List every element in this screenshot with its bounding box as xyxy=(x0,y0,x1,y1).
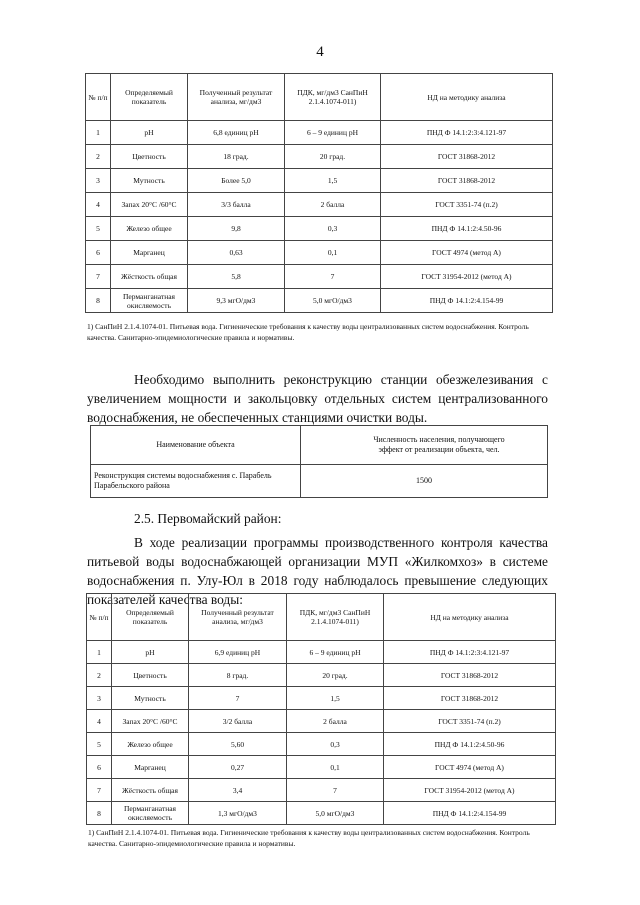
pdk-cell: 7 xyxy=(285,265,381,289)
parameter-cell: Мутность xyxy=(112,687,189,710)
row-number-cell: 2 xyxy=(87,664,112,687)
pdk-cell: 1,5 xyxy=(285,169,381,193)
method-cell: ПНД Ф 14.1:2:3:4.121-97 xyxy=(384,641,556,664)
parameter-cell: Жёсткость общая xyxy=(112,779,189,802)
table-row xyxy=(91,465,548,498)
row-number-cell: 7 xyxy=(86,265,111,289)
method-cell: ГОСТ 4974 (метод А) xyxy=(381,241,553,265)
method-cell: ГОСТ 3351-74 (п.2) xyxy=(381,193,553,217)
table-row xyxy=(87,756,556,779)
result-cell: 3/3 балла xyxy=(188,193,285,217)
result-cell: 9,3 мгО/дм3 xyxy=(188,289,285,313)
table-row xyxy=(86,121,553,145)
pdk-cell: 20 град. xyxy=(285,145,381,169)
parameter-cell: pH xyxy=(112,641,189,664)
parameter-cell: Перманганатная окисляемость xyxy=(111,289,188,313)
result-cell: 18 град. xyxy=(188,145,285,169)
result-cell: 9,8 xyxy=(188,217,285,241)
col-result-header: Полученный результат анализа, мг/дм3 xyxy=(189,594,287,641)
table-row xyxy=(87,664,556,687)
row-number-cell: 1 xyxy=(87,641,112,664)
table-row xyxy=(87,710,556,733)
parameter-cell: Запах 20°С /60°С xyxy=(111,193,188,217)
pdk-cell: 0,3 xyxy=(285,217,381,241)
table-2-footnote: 1) СанПиН 2.1.4.1074-01. Питьевая вода. Гигиенические требования к качеству воды централизованных систем водоснабжения. Контроль качества. Санитарно-эпидемиологические правила и нормативы. xyxy=(88,828,530,848)
row-number-cell: 2 xyxy=(86,145,111,169)
parameter-cell: Железо общее xyxy=(112,733,189,756)
table-row xyxy=(86,241,553,265)
result-cell: 0,27 xyxy=(189,756,287,779)
row-number-cell: 6 xyxy=(87,756,112,779)
row-number-cell: 6 xyxy=(86,241,111,265)
table-row xyxy=(87,802,556,825)
pdk-cell: 5,0 мгО/дм3 xyxy=(285,289,381,313)
col-param-header: Определяемый показатель xyxy=(111,74,188,121)
table-row xyxy=(87,779,556,802)
table-row xyxy=(86,169,553,193)
method-cell: ГОСТ 31954-2012 (метод А) xyxy=(384,779,556,802)
population-effect-table xyxy=(90,425,548,498)
parameter-cell: Марганец xyxy=(112,756,189,779)
table-header-row xyxy=(86,74,553,121)
col-pdk-header: ПДК, мг/дм3 СанПиН 2.1.4.1074-011) xyxy=(285,74,381,121)
table-row xyxy=(86,217,553,241)
parameter-cell: Запах 20°С /60°С xyxy=(112,710,189,733)
table-body xyxy=(86,121,553,313)
row-number-cell: 4 xyxy=(87,710,112,733)
col-param-header: Определяемый показатель xyxy=(112,594,189,641)
parameter-cell: Перманганатная окисляемость xyxy=(112,802,189,825)
method-cell: ГОСТ 3351-74 (п.2) xyxy=(384,710,556,733)
row-number-cell: 3 xyxy=(86,169,111,193)
pdk-cell: 5,0 мгО/дм3 xyxy=(287,802,384,825)
row-number-cell: 4 xyxy=(86,193,111,217)
pdk-cell: 20 град. xyxy=(287,664,384,687)
row-number-cell: 5 xyxy=(87,733,112,756)
col-method-header: НД на методику анализа xyxy=(384,594,556,641)
method-cell: ПНД Ф 14.1:2:3:4.121-97 xyxy=(381,121,553,145)
row-number-cell: 8 xyxy=(86,289,111,313)
pdk-cell: 1,5 xyxy=(287,687,384,710)
pdk-cell: 6 – 9 единиц pH xyxy=(285,121,381,145)
paragraph-reconstruction xyxy=(87,370,548,427)
result-cell: 6,8 единиц pH xyxy=(188,121,285,145)
section-heading: 2.5. Первомайский район: xyxy=(134,511,282,526)
result-cell: 5,60 xyxy=(189,733,287,756)
paragraph-text: В ходе реализации программы производственного контроля качества питьевой воды водоснабжающей организации МУП «Жилкомхоз» в системе водоснабжения п. Улу-Юл в 2018 году наблюдалось превышение следующих показателей качества воды: xyxy=(87,535,548,607)
result-cell: 6,9 единиц pH xyxy=(189,641,287,664)
method-cell: ПНД Ф 14.1:2:4.154-99 xyxy=(381,289,553,313)
col-num-header: № п/п xyxy=(86,74,111,121)
method-cell: ПНД Ф 14.1:2:4.50-96 xyxy=(384,733,556,756)
method-cell: ГОСТ 31954-2012 (метод А) xyxy=(381,265,553,289)
result-cell: 5,8 xyxy=(188,265,285,289)
pdk-cell: 7 xyxy=(287,779,384,802)
col-method-header: НД на методику анализа xyxy=(381,74,553,121)
method-cell: ГОСТ 31868-2012 xyxy=(381,169,553,193)
table-1-footnote: 1) СанПиН 2.1.4.1074-01. Питьевая вода. Гигиенические требования к качеству воды централизованных систем водоснабжения. Контроль качества. Санитарно-эпидемиологические правила и нормативы. xyxy=(87,322,529,342)
pdk-cell: 0,1 xyxy=(287,756,384,779)
method-cell: ГОСТ 31868-2012 xyxy=(384,664,556,687)
col-object-header: Наименование объекта xyxy=(91,426,301,465)
table-row xyxy=(86,145,553,169)
table-row xyxy=(87,687,556,710)
col-population-header: Численность населения, получающего эффект от реализации объекта, чел. xyxy=(301,426,548,465)
result-cell: 3,4 xyxy=(189,779,287,802)
table-body xyxy=(87,641,556,825)
result-cell: Более 5,0 xyxy=(188,169,285,193)
method-cell: ГОСТ 4974 (метод А) xyxy=(384,756,556,779)
water-quality-table-1 xyxy=(85,73,553,313)
col-pdk-header: ПДК, мг/дм3 СанПиН 2.1.4.1074-011) xyxy=(287,594,384,641)
row-number-cell: 1 xyxy=(86,121,111,145)
pdk-cell: 0,1 xyxy=(285,241,381,265)
parameter-cell: Цветность xyxy=(112,664,189,687)
water-quality-table-2 xyxy=(86,593,556,825)
pdk-cell: 2 балла xyxy=(287,710,384,733)
table-row xyxy=(86,289,553,313)
parameter-cell: Мутность xyxy=(111,169,188,193)
method-cell: ПНД Ф 14.1:2:4.154-99 xyxy=(384,802,556,825)
method-cell: ГОСТ 31868-2012 xyxy=(381,145,553,169)
table-row xyxy=(87,641,556,664)
parameter-cell: pH xyxy=(111,121,188,145)
col-result-header: Полученный результат анализа, мг/дм3 xyxy=(188,74,285,121)
pdk-cell: 2 балла xyxy=(285,193,381,217)
pdk-cell: 0,3 xyxy=(287,733,384,756)
parameter-cell: Марганец xyxy=(111,241,188,265)
row-number-cell: 3 xyxy=(87,687,112,710)
table-header-row xyxy=(91,426,548,465)
table-row xyxy=(86,193,553,217)
parameter-cell: Цветность xyxy=(111,145,188,169)
table-row xyxy=(87,733,556,756)
result-cell: 3/2 балла xyxy=(189,710,287,733)
row-number-cell: 7 xyxy=(87,779,112,802)
pdk-cell: 6 – 9 единиц pH xyxy=(287,641,384,664)
result-cell: 0,63 xyxy=(188,241,285,265)
row-number-cell: 5 xyxy=(86,217,111,241)
table-header-row xyxy=(87,594,556,641)
table-row xyxy=(86,265,553,289)
row-number-cell: 8 xyxy=(87,802,112,825)
col-num-header: № п/п xyxy=(87,594,112,641)
page-number: 4 xyxy=(316,44,324,60)
method-cell: ПНД Ф 14.1:2:4.50-96 xyxy=(381,217,553,241)
parameter-cell: Железо общее xyxy=(111,217,188,241)
result-cell: 7 xyxy=(189,687,287,710)
paragraph-text: Необходимо выполнить реконструкцию станции обезжелезивания с увеличением мощности и закольцовку отдельных систем централизованного водоснабжения, не обеспеченных станциями очистки воды. xyxy=(87,372,548,425)
method-cell: ГОСТ 31868-2012 xyxy=(384,687,556,710)
result-cell: 1,3 мгО/дм3 xyxy=(189,802,287,825)
result-cell: 8 град. xyxy=(189,664,287,687)
population-cell: 1500 xyxy=(301,465,548,498)
parameter-cell: Жёсткость общая xyxy=(111,265,188,289)
object-name-cell: Реконструкция системы водоснабжения с. Парабель Парабельского района xyxy=(91,465,301,498)
